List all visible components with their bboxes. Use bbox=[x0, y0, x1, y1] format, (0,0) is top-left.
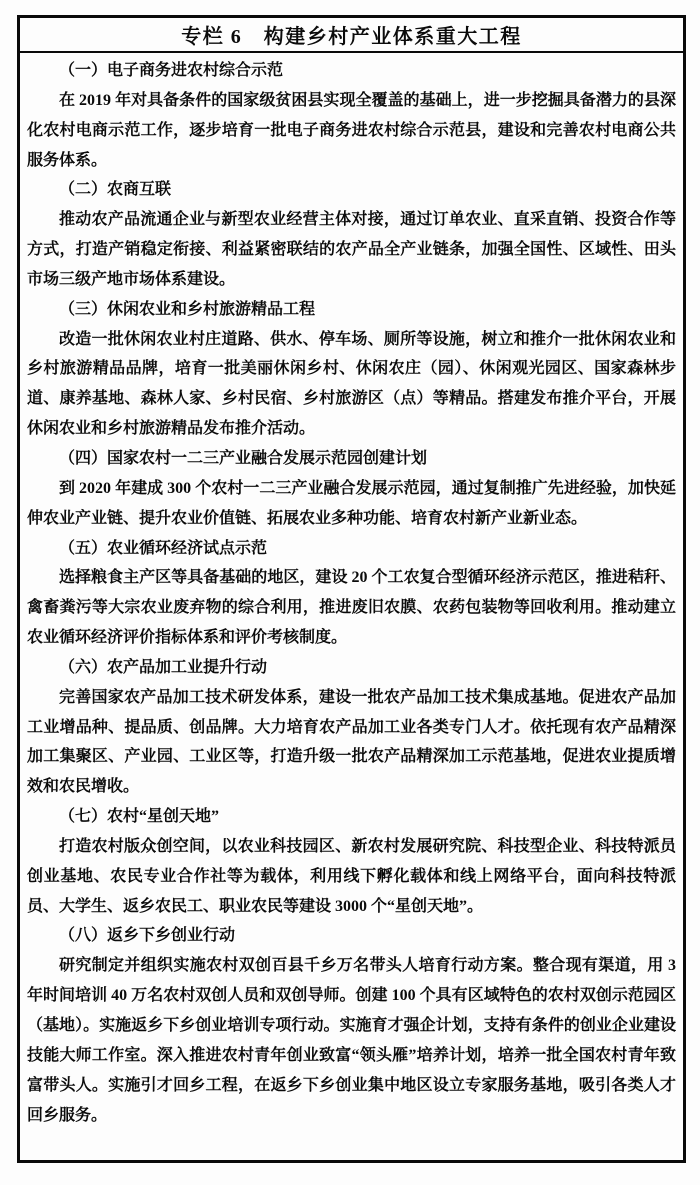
section-paragraph: 改造一批休闲农业村庄道路、供水、停车场、厕所等设施，树立和推介一批休闲农业和乡村旅游精品品牌，培育一批美丽休闲乡村、休闲农庄（园）、休闲观光园区、国家森林步道、康养基地、森林人家、乡村民宿、乡村旅游区（点）等精品。搭建发布推介平台，开展休闲农业和乡村旅游精品发布推介活动。 bbox=[27, 330, 676, 438]
section-paragraph: 到 2020 年建成 300 个农村一二三产业融合发展示范园，通过复制推广先进经验，加快延伸农业产业链、提升农业价值链、拓展农业多种功能、培育农村新产业新业态。 bbox=[27, 479, 676, 527]
panel-body bbox=[20, 53, 683, 1130]
section-heading: （五）农业循环经济试点示范 bbox=[59, 539, 268, 557]
section-paragraph: 推动农产品流通企业与新型农业经营主体对接，通过订单农业、直采直销、投资合作等方式，打造产销稳定衔接、利益紧密联结的农产品全产业链条，加强全国性、区域性、田头市场三级产地市场体系建设。 bbox=[27, 211, 676, 288]
section-heading: （四）国家农村一二三产业融合发展示范园创建计划 bbox=[59, 449, 428, 467]
section-paragraph: 打造农村版众创空间，以农业科技园区、新农村发展研究院、科技型企业、科技特派员创业基地、农民专业合作社等为载体，利用线下孵化载体和线上网络平台，面向科技特派员、大学生、返乡农民工、职业农民等建设 3000 个“星创天地”。 bbox=[27, 837, 676, 915]
section-paragraph: 研究制定并组织实施农村双创百县千乡万名带头人培育行动方案。整合现有渠道，用 3 年时间培训 40 万名农村双创人员和双创导师。创建 100 个具有区域特色的农村双创示范园区（基地）。实施返乡下乡创业培训专项行动。实施育才强企计划，支持有条件的创业企业建设技能大师工作室。深入推进农村青年创业致富“领头雁”培养计划，培养一批全国农村青年致富带头人。实施引才回乡工程，在返乡下乡创业集中地区设立专家服务基地，吸引各类人才回乡服务。 bbox=[27, 957, 676, 1124]
section-heading: （六）农产品加工业提升行动 bbox=[59, 658, 268, 676]
section-heading: （二）农商互联 bbox=[59, 181, 172, 199]
section-paragraph: 选择粮食主产区等具备基础的地区，建设 20 个工农复合型循环经济示范区，推进秸秆、禽畜粪污等大宗农业废弃物的综合利用，推进废旧农膜、农药包装物等回收利用。推动建立农业循环经济评价指标体系和评价考核制度。 bbox=[27, 569, 676, 647]
section-heading: （三）休闲农业和乡村旅游精品工程 bbox=[59, 300, 316, 318]
panel-title: 专栏 6 构建乡村产业体系重大工程 bbox=[181, 26, 522, 48]
section-paragraph: 在 2019 年对具备条件的国家级贫困县实现全覆盖的基础上，进一步挖掘具备潜力的县深化农村电商示范工作，逐步培育一批电子商务进农村综合示范县，建设和完善农村电商公共服务体系。 bbox=[27, 91, 676, 169]
panel-title-row bbox=[20, 18, 683, 53]
column-box-panel bbox=[17, 15, 686, 1163]
section-heading: （七）农村“星创天地” bbox=[59, 808, 220, 826]
section-heading: （八）返乡下乡创业行动 bbox=[59, 927, 236, 945]
section-paragraph: 完善国家农产品加工技术研发体系，建设一批农产品加工技术集成基地。促进农产品加工业增品种、提品质、创品牌。大力培育农产品加工业各类专门人才。依托现有农产品精深加工集聚区、产业园、工业区等，打造升级一批农产品精深加工示范基地，促进农业提质增效和农民增收。 bbox=[27, 688, 676, 796]
section-heading: （一）电子商务进农村综合示范 bbox=[59, 62, 284, 79]
